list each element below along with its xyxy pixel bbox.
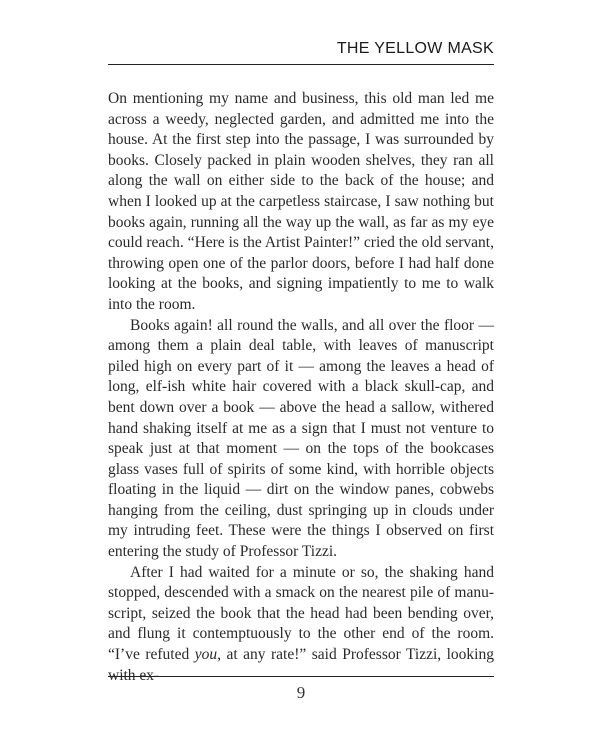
- page-number: 9: [296, 683, 306, 702]
- paragraph-text: Books again! all round the walls, and all over the floor — among them a plain deal table, with leaves of manuscript piled high on every part of it — among the leaves a head of long, elf-ish white hair covered with a black skull-cap, and bent down over a book — above the head a sallow, withered hand shaking itself at me as a sign that I must not venture to speak just at that moment — on the tops of the bookcases glass vases full of spirits of some kind, with horrible objects floating in the liquid — dirt on the window panes, cobwebs hanging from the ceiling, dust springing up in clouds under my intruding feet. These were the things I observed on first entering the study of Professor Tizzi.: [108, 316, 494, 561]
- emphasis-text: you,: [194, 646, 221, 664]
- running-head: THE YELLOW MASK: [336, 40, 494, 57]
- paragraph-text: at any rate!” said Professor Tizzi, looking with ex-: [108, 646, 494, 684]
- body-text: [108, 89, 494, 686]
- paragraph: [108, 89, 494, 316]
- paragraph-text: After I had waited for a minute or so, the shaking hand stopped, descended with a smack on the nearest pile of manu-script, seized the book that the head had been bending over, and flung it contemptuously to the other end of the room. “I’ve refuted: [108, 563, 494, 664]
- paragraph-text: On mentioning my name and business, this old man led me across a weedy, neglected garden, and admitted me into the house. At the first step into the passage, I was surrounded by books. Closely packed in plain wooden shelves, they ran all along the wall on either side to the back of the house; and when I looked up at the carpetless staircase, I saw nothing but books again, running all the way up the wall, as far as my eye could reach. “Here is the Artist Painter!” cried the old servant, throwing open one of the parlor doors, before I had half done looking at the books, and signing impatiently to me to walk into the room.: [108, 90, 494, 313]
- paragraph: [108, 563, 494, 687]
- header-rule: [108, 64, 494, 65]
- footer-rule: [108, 676, 494, 677]
- paragraph: [108, 316, 494, 563]
